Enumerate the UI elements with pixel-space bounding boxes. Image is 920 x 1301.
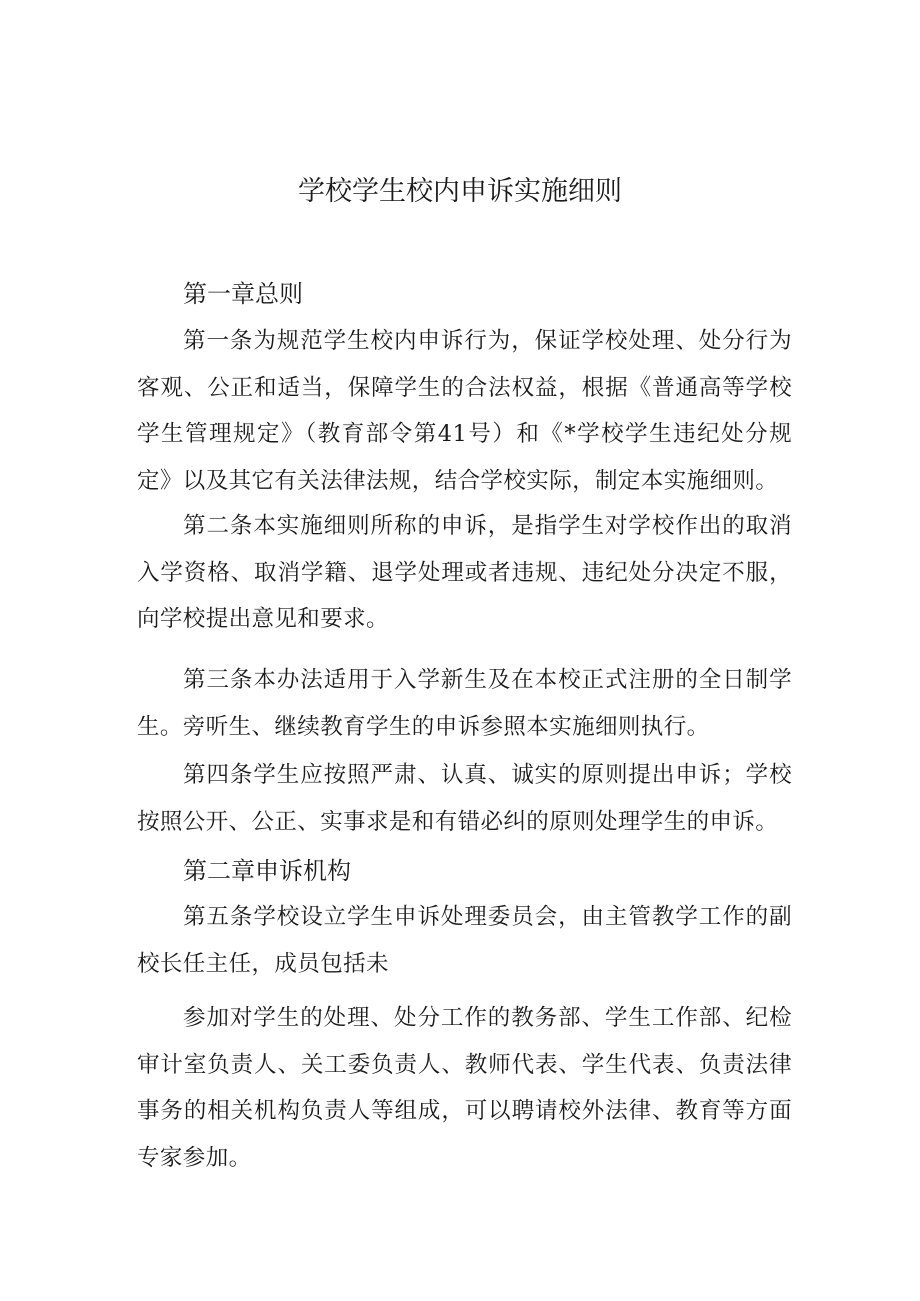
- article-1-paragraph: 第一条为规范学生校内申诉行为，保证学校处理、处分行为客观、公正和适当，保障学生的合法权益，根据《普通高等学校学生管理规定》（教育部令第41号）和《*学校学生违纪处分规定》以及其它有关法律法规，结合学校实际，制定本实施细则。: [137, 328, 792, 494]
- article-5-paragraph: 第五条学校设立学生申诉处理委员会，由主管教学工作的副校长任主任，成员包括未: [137, 904, 792, 977]
- article-4-paragraph: 第四条学生应按照严肃、认真、诚实的原则提出申诉；学校按照公开、公正、实事求是和有错必纠的原则处理学生的申诉。: [137, 762, 792, 835]
- article-2-paragraph: 第二条本实施细则所称的申诉，是指学生对学校作出的取消入学资格、取消学籍、退学处理或者违规、违纪处分决定不服，向学校提出意见和要求。: [137, 513, 792, 632]
- chapter-2-heading: 第二章申诉机构: [183, 857, 351, 885]
- article-5-continuation-paragraph: 参加对学生的处理、处分工作的教务部、学生工作部、纪检审计室负责人、关工委负责人、教师代表、学生代表、负责法律事务的相关机构负责人等组成，可以聘请校外法律、教育等方面专家参加。: [137, 1005, 792, 1171]
- article-3-paragraph: 第三条本办法适用于入学新生及在本校正式注册的全日制学生。旁听生、继续教育学生的申诉参照本实施细则执行。: [137, 667, 792, 740]
- document-title: 学校学生校内申诉实施细则: [298, 176, 622, 207]
- chapter-1-heading: 第一章总则: [183, 280, 303, 308]
